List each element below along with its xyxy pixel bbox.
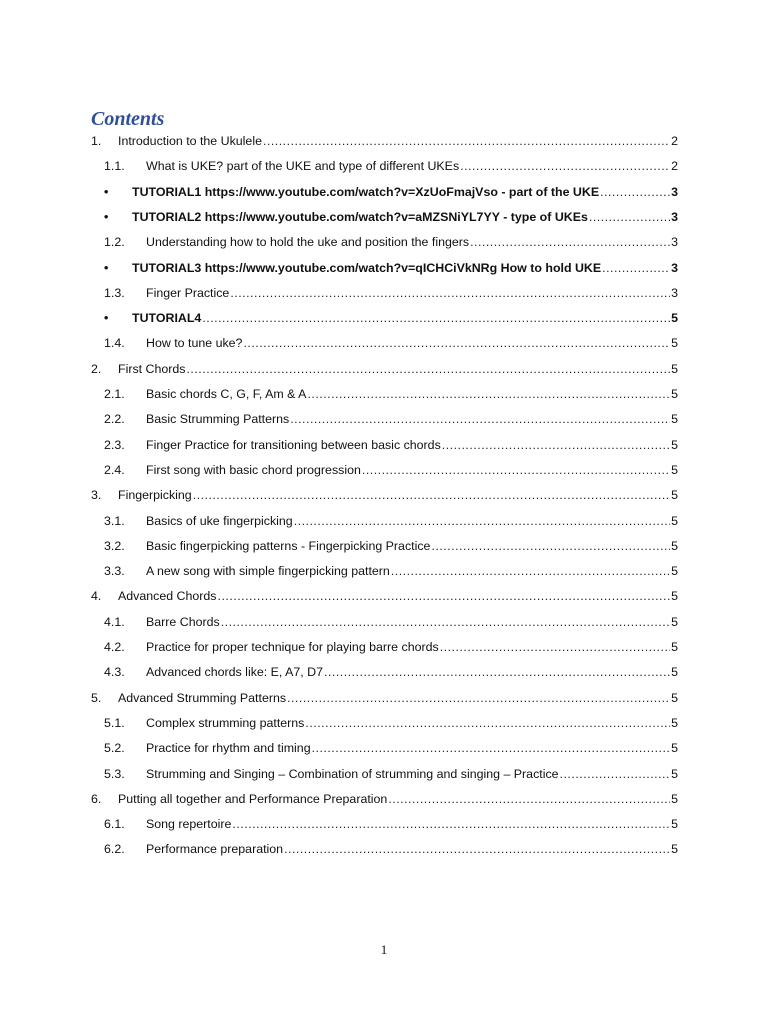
toc-entry-label: Complex strumming patterns: [146, 715, 305, 730]
toc-entry[interactable]: [0, 536, 768, 556]
toc-entry-number: 4.3.: [104, 665, 125, 680]
dot-leader: [230, 283, 670, 303]
dot-leader: [202, 308, 670, 328]
toc-entry-page-number: 2: [671, 134, 678, 148]
toc-entry[interactable]: [0, 485, 768, 505]
bullet-marker: •: [104, 260, 109, 275]
toc-entry[interactable]: [0, 764, 768, 784]
toc-entry-number: 2.2.: [104, 412, 125, 427]
toc-entry[interactable]: [0, 688, 768, 708]
toc-entry-label: How to tune uke?: [146, 336, 243, 351]
dot-leader: [391, 561, 670, 581]
toc-entry-page-number: 2: [671, 159, 678, 174]
toc-entry[interactable]: [0, 156, 768, 176]
toc-entry-label: Basic fingerpicking patterns - Fingerpicking Practice: [146, 538, 431, 553]
dot-leader: [600, 182, 670, 202]
toc-entry-page-number: 5: [671, 311, 678, 326]
dot-leader: [440, 637, 670, 657]
dot-leader: [221, 612, 670, 632]
toc-entry-number: 4.1.: [104, 614, 125, 629]
toc-entry[interactable]: [0, 308, 768, 328]
toc-entry-label: Advanced Chords: [118, 589, 217, 604]
toc-entry[interactable]: [0, 258, 768, 278]
toc-entry-page-number: 5: [671, 513, 678, 528]
dot-leader: [287, 688, 670, 708]
toc-entry[interactable]: [0, 207, 768, 227]
toc-entry-page-number: 5: [671, 791, 678, 806]
dot-leader: [312, 738, 671, 758]
toc-entry[interactable]: [0, 511, 768, 531]
toc-entry-label: Finger Practice: [146, 285, 230, 300]
toc-entry-number: 5.: [91, 690, 102, 705]
dot-leader: [284, 839, 670, 859]
toc-entry-page-number: 5: [671, 640, 678, 654]
dot-leader: [243, 333, 670, 353]
toc-entry-label: Barre Chords: [146, 614, 220, 629]
toc-entry-label: Fingerpicking: [118, 488, 192, 503]
toc-entry[interactable]: [0, 131, 768, 151]
toc-entry-page-number: 5: [671, 538, 678, 553]
dot-leader: [460, 156, 670, 176]
toc-entry-label: TUTORIAL2 https://www.youtube.com/watch?v=aMZSNiYL7YY - type of UKEs: [132, 209, 588, 224]
dot-leader: [442, 435, 670, 455]
bullet-marker: •: [104, 311, 109, 326]
toc-entry-label: A new song with simple fingerpicking pattern: [146, 564, 390, 579]
toc-entry-number: 3.3.: [104, 564, 125, 579]
toc-entry-label: Basics of uke fingerpicking: [146, 513, 293, 528]
dot-leader: [324, 662, 670, 682]
toc-entry-number: 1.1.: [104, 159, 125, 174]
toc-entry-page-number: 5: [671, 741, 678, 756]
toc-entry-page-number: 3: [671, 184, 678, 199]
toc-entry-page-number: 5: [671, 766, 678, 781]
toc-entry-page-number: 5: [671, 361, 678, 376]
toc-entry[interactable]: [0, 333, 768, 353]
toc-entry-page-number: 3: [671, 209, 678, 224]
toc-entry[interactable]: [0, 814, 768, 834]
toc-entry-page-number: 3: [671, 260, 678, 275]
toc-entry-page-number: 5: [671, 437, 678, 452]
toc-entry-label: Understanding how to hold the uke and position the fingers: [146, 235, 470, 250]
toc-entry[interactable]: [0, 232, 768, 252]
toc-entry-page-number: 5: [671, 412, 678, 427]
toc-entry-number: 2.: [91, 361, 102, 376]
toc-entry-label: Introduction to the Ukulele: [118, 134, 262, 148]
toc-entry-label: Advanced chords like: E, A7, D7: [146, 665, 324, 680]
toc-entry-number: 3.1.: [104, 513, 125, 528]
toc-entry-label: Advanced Strumming Patterns: [118, 690, 287, 705]
dot-leader: [305, 713, 670, 733]
toc-entry-number: 2.3.: [104, 437, 125, 452]
toc-entry-number: 6.: [91, 791, 102, 806]
toc-entry[interactable]: [0, 460, 768, 480]
dot-leader: [294, 511, 670, 531]
dot-leader: [431, 536, 670, 556]
toc-entry-number: 4.2.: [104, 640, 125, 654]
bullet-marker: •: [104, 209, 109, 224]
toc-entry-page-number: 3: [671, 235, 678, 250]
dot-leader: [602, 258, 670, 278]
toc-entry-page-number: 5: [671, 665, 678, 680]
toc-entry-number: 6.2.: [104, 842, 125, 857]
toc-title: Contents: [91, 108, 165, 130]
dot-leader: [232, 814, 670, 834]
toc-entry-label: TUTORIAL1 https://www.youtube.com/watch?v=XzUoFmajVso - part of the UKE: [132, 184, 600, 199]
toc-entry-page-number: 5: [671, 336, 678, 351]
dot-leader: [470, 232, 670, 252]
toc-entry[interactable]: [0, 662, 768, 682]
dot-leader: [218, 586, 671, 606]
toc-entry-page-number: 5: [671, 715, 678, 730]
toc-entry[interactable]: [0, 359, 768, 379]
toc-entry-number: 2.4.: [104, 462, 125, 477]
dot-leader: [362, 460, 670, 480]
toc-entry-page-number: 3: [671, 285, 678, 300]
toc-entry-page-number: 5: [671, 488, 678, 503]
toc-entry-label: TUTORIAL3 https://www.youtube.com/watch?v=qICHCiVkNRg How to hold UKE: [132, 260, 602, 275]
toc-entry-number: 5.2.: [104, 741, 125, 756]
toc-entry-number: 3.2.: [104, 538, 125, 553]
toc-entry[interactable]: [0, 789, 768, 809]
toc-entry-page-number: 5: [671, 564, 678, 579]
bullet-marker: •: [104, 184, 109, 199]
toc-entry-label: TUTORIAL4: [132, 311, 202, 326]
toc-entry-page-number: 5: [671, 387, 678, 401]
toc-entry-page-number: 5: [671, 589, 678, 604]
toc-entry-label: First song with basic chord progression: [146, 462, 361, 477]
toc-entry-label: Practice for proper technique for playing barre chords: [146, 640, 439, 654]
toc-entry[interactable]: [0, 839, 768, 859]
toc-entry-number: 1.2.: [104, 235, 125, 250]
toc-entry-label: Basic Strumming Patterns: [146, 412, 290, 427]
toc-entry-number: 1.4.: [104, 336, 125, 351]
toc-entry[interactable]: [0, 713, 768, 733]
toc-entry-number: 1.: [91, 134, 102, 148]
toc-entry[interactable]: [0, 283, 768, 303]
dot-leader: [186, 359, 670, 379]
toc-entry[interactable]: [0, 637, 768, 657]
toc-entry-label: Practice for rhythm and timing: [146, 741, 311, 756]
toc-entry-page-number: 5: [671, 614, 678, 629]
toc-entry[interactable]: [0, 435, 768, 455]
toc-entry-number: 1.3.: [104, 285, 125, 300]
dot-leader: [589, 207, 670, 227]
dot-leader: [388, 789, 670, 809]
toc-entry-label: Basic chords C, G, F, Am & A: [146, 387, 307, 401]
dot-leader: [307, 384, 670, 404]
toc-entry[interactable]: [0, 182, 768, 202]
toc-entry[interactable]: [0, 384, 768, 404]
toc-entry-label: Strumming and Singing – Combination of strumming and singing – Practice: [146, 766, 559, 781]
toc-entry[interactable]: [0, 586, 768, 606]
toc-entry[interactable]: [0, 738, 768, 758]
toc-entry-page-number: 5: [671, 462, 678, 477]
toc-entry-label: What is UKE? part of the UKE and type of different UKEs: [146, 159, 460, 174]
toc-entry-page-number: 5: [671, 817, 678, 832]
toc-entry-number: 5.3.: [104, 766, 125, 781]
toc-entry-number: 4.: [91, 589, 102, 604]
toc-entry-page-number: 5: [671, 842, 678, 857]
dot-leader: [193, 485, 670, 505]
toc-entry-label: Finger Practice for transitioning between basic chords: [146, 437, 441, 452]
dot-leader: [290, 409, 670, 429]
toc-entry-number: 5.1.: [104, 715, 125, 730]
toc-entry-label: Putting all together and Performance Preparation: [118, 791, 388, 806]
toc-entry-number: 6.1.: [104, 817, 125, 832]
toc-entry[interactable]: [0, 409, 768, 429]
toc-entry-label: Song repertoire: [146, 817, 232, 832]
toc-entry[interactable]: [0, 561, 768, 581]
dot-leader: [263, 131, 670, 151]
toc-entry[interactable]: [0, 612, 768, 632]
toc-entry-label: Performance preparation: [146, 842, 284, 857]
page-number: 1: [380, 942, 388, 957]
dot-leader: [560, 764, 671, 784]
toc-entry-label: First Chords: [118, 361, 186, 376]
toc-entry-page-number: 5: [671, 690, 678, 705]
toc-entry-number: 3.: [91, 488, 102, 503]
toc-entry-number: 2.1.: [104, 387, 125, 401]
